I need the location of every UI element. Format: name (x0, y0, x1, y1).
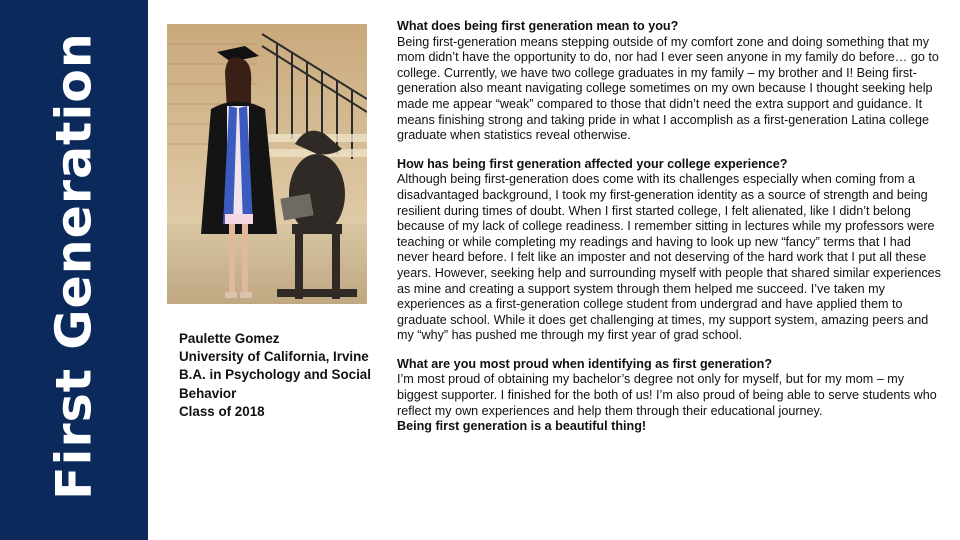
profile-degree-line1: B.A. in Psychology and Social (179, 367, 371, 383)
answer-2: Although being first-generation does come with its challenges especially when coming from a disadvantaged background, I took my first-generation identity as a source of strength and being resilient during times of doubt. When I first started college, I felt alienated, like I didn’t belong because of my lack of college readiness. I remember sitting in lectures while my professors were teaching or while completing my readings and having to look up new “fancy” terms that I had never heard before. I felt like an imposter and not deserving of the hard work that I put all these years. However, seeking help and surrounding myself with people that shared similar experiences as mine and creating a support system through them helped me succeed. I’ve taken my experiences as a first-generation college student from undergrad and have applied them to graduate school. While it does get challenging at times, my support system, amazing peers and my “why” has pushed me through my first year of grad school. (397, 172, 941, 343)
profile-class-year: Class of 2018 (179, 403, 265, 419)
question-3: What are you most proud when identifying as first generation? (397, 356, 773, 371)
sidebar-title: First Generation (45, 32, 103, 500)
question-1: What does being first generation mean to you? (397, 19, 679, 33)
question-2: How has being first generation affected your college experience? (397, 156, 788, 171)
answer-3: I’m most proud of obtaining my bachelor’s degree not only for myself, but for my mom – my biggest supporter. I finished for the both of us! I’m also proud of being able to serve students who reflect my own experiences and help them through their educational journey. (397, 372, 937, 418)
closing-statement: Being first generation is a beautiful thing! (397, 419, 647, 434)
qa-block-2 (397, 157, 945, 344)
profile-degree-line2: Behavior (179, 385, 237, 401)
qa-section (397, 19, 945, 448)
profile-university: University of California, Irvine (179, 349, 369, 365)
answer-1: Being first-generation means stepping outside of my comfort zone and doing something that my mom didn’t have the opportunity to do, nor had I ever seen anyone in my family do before… go to college. Currently, we have two college graduates in my family – my brother and I! Being first-generation also meant navigating college sometimes on my own because I thought seeking help made me appear “weak” compared to those that didn’t need the extra support and guidance. It means finishing strong and taking pride in what I accomplish as a first-generation Latina college graduate when statistics reveal otherwise. (397, 34, 939, 143)
qa-block-3 (397, 357, 945, 435)
sidebar-banner (0, 0, 148, 540)
profile-caption (179, 330, 384, 421)
graduate-photo (167, 24, 367, 304)
graduation-photo-illustration (167, 24, 367, 304)
profile-name: Paulette Gomez (179, 331, 280, 346)
qa-block-1 (397, 19, 945, 144)
